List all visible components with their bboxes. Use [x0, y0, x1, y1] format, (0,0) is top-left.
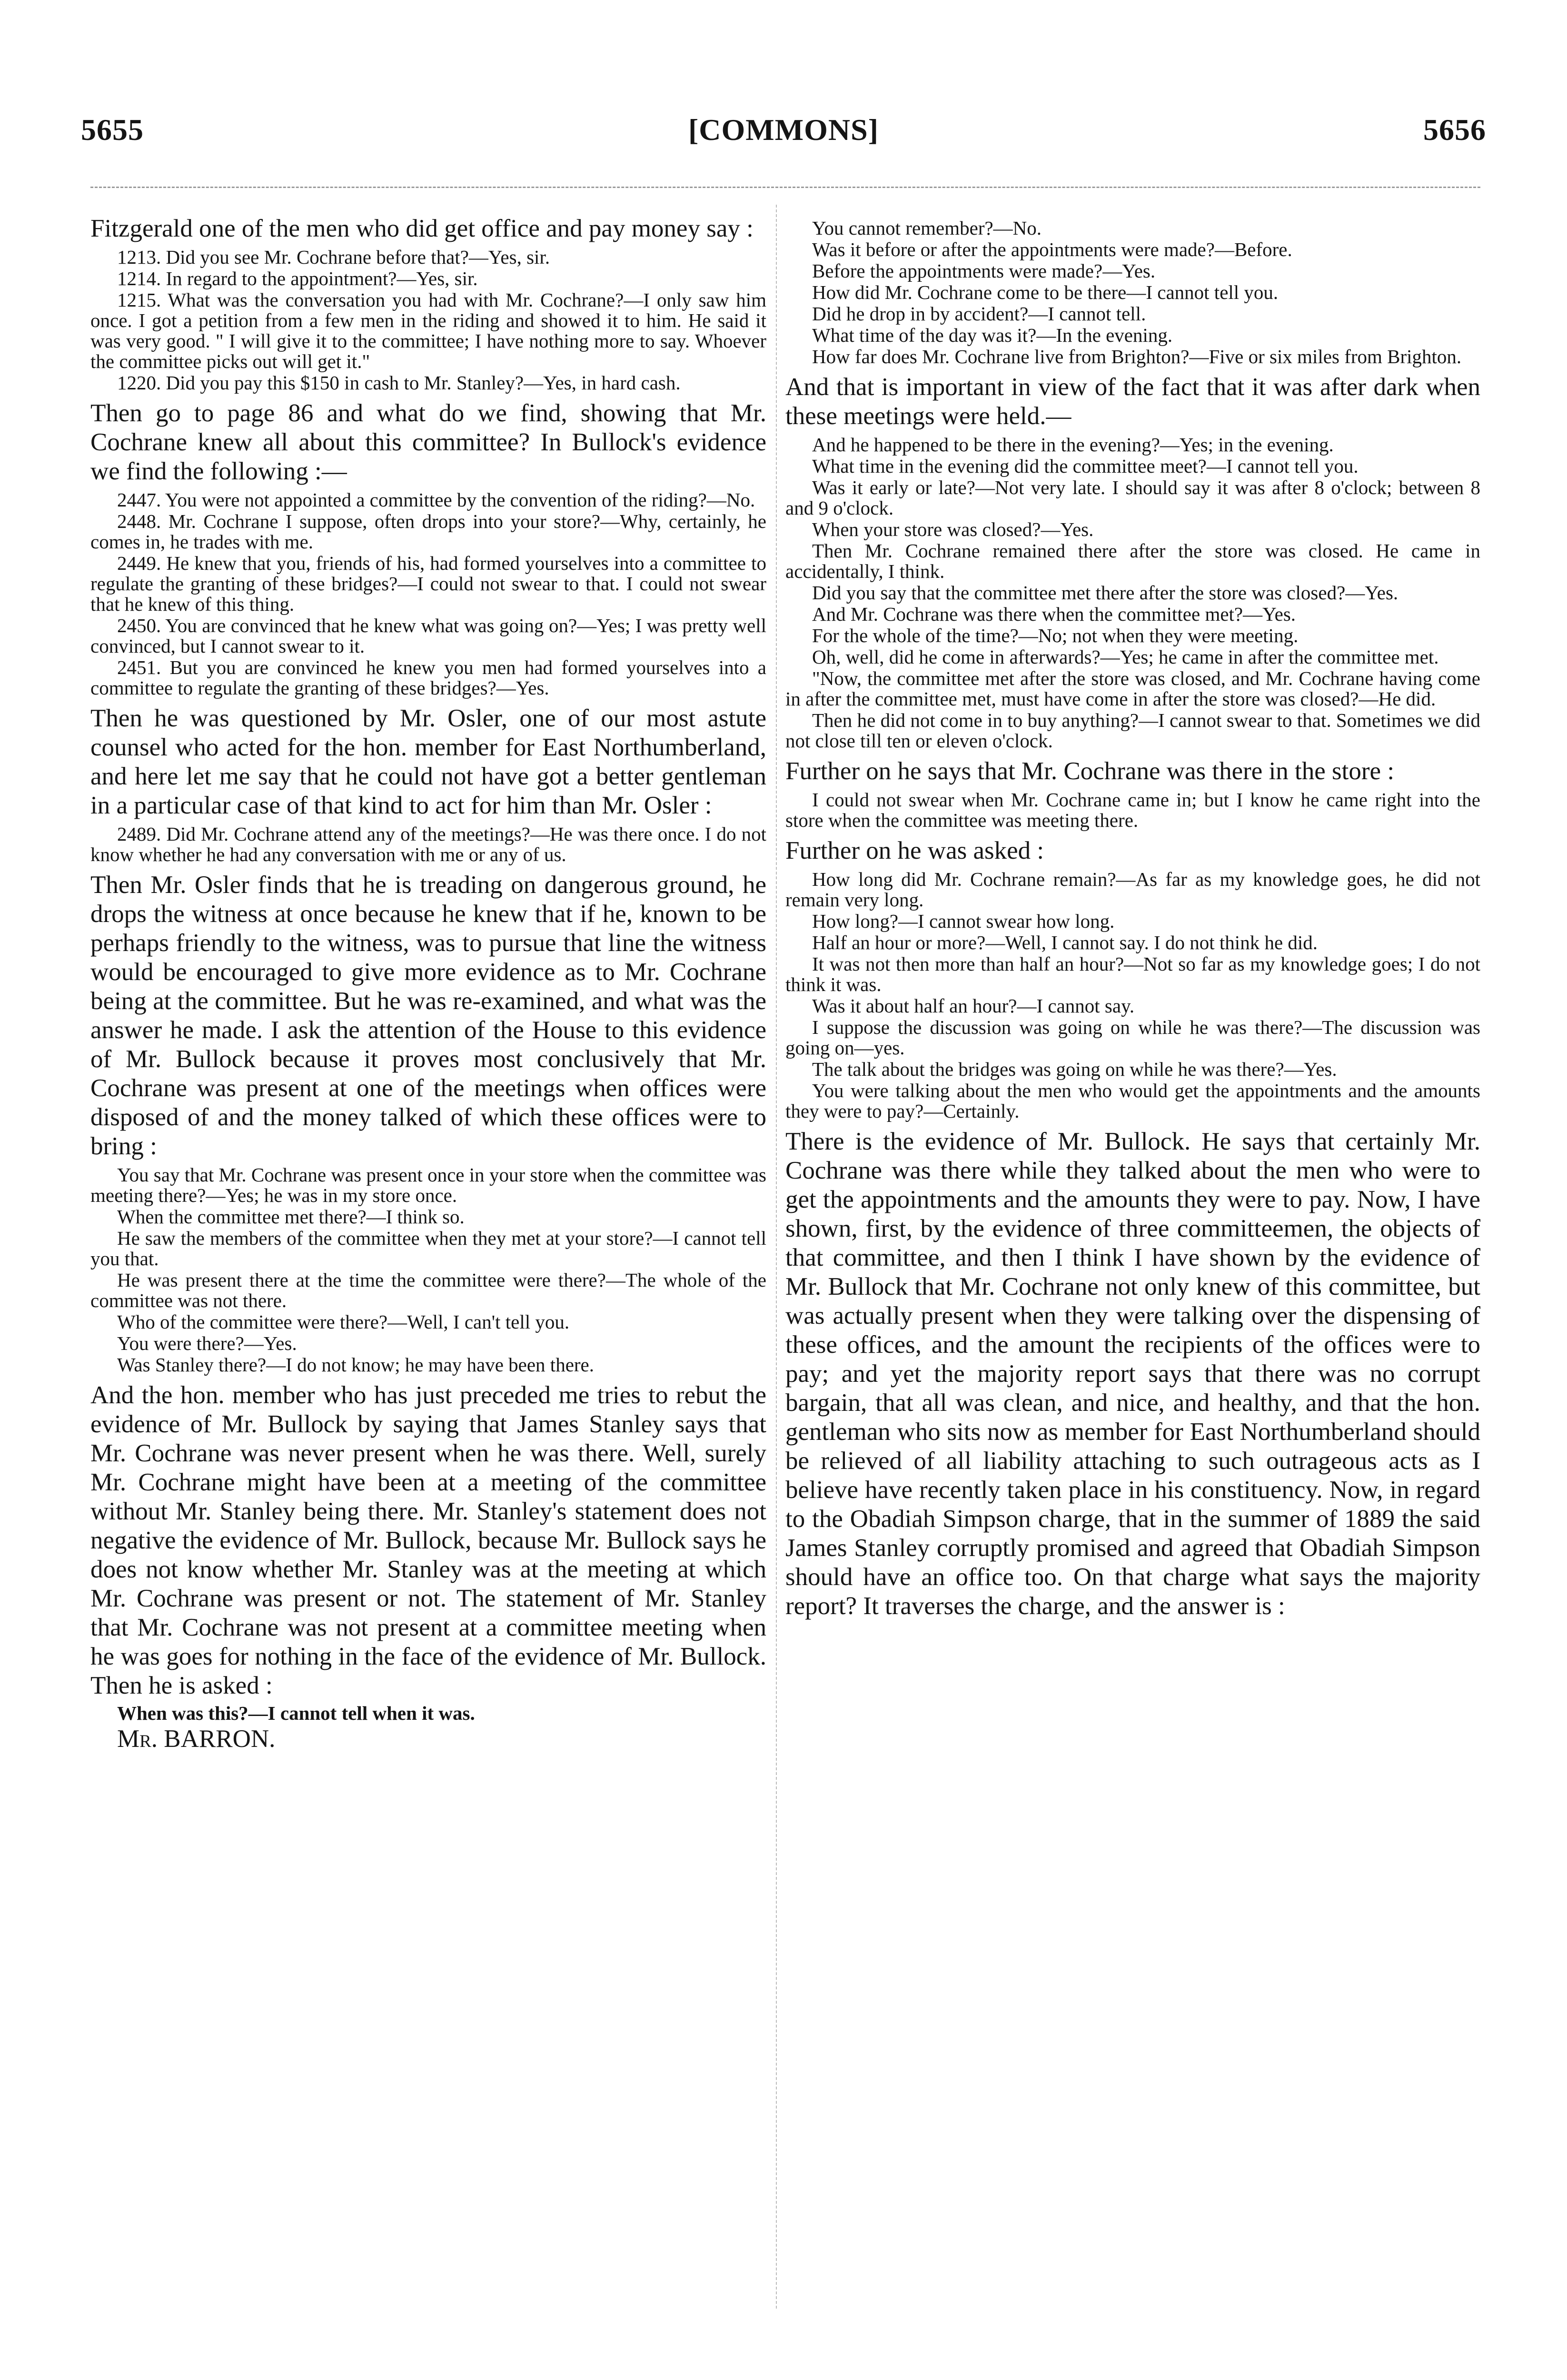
- testimony-line: Then he did not come in to buy anything?—I cannot swear to that. Sometimes we did not close till ten or eleven o'clock.: [785, 709, 1480, 752]
- testimony-line: You cannot remember?—No.: [812, 217, 1042, 239]
- testimony-block: [90, 247, 766, 393]
- testimony-line: Was Stanley there?—I do not know; he may have been there.: [117, 1354, 594, 1376]
- testimony-line: 1213. Did you see Mr. Cochrane before that?—Yes, sir.: [117, 246, 550, 268]
- page-number-left: 5655: [81, 113, 144, 147]
- testimony-line: 1220. Did you pay this $150 in cash to Mr. Stanley?—Yes, in hard cash.: [117, 372, 681, 394]
- testimony-line: Who of the committee were there?—Well, I can't tell you.: [117, 1311, 570, 1333]
- testimony-block: [785, 869, 1480, 1121]
- testimony-line: And he happened to be there in the evening?—Yes; in the evening.: [812, 434, 1334, 456]
- body-paragraph: And the hon. member who has just preceded me tries to rebut the evidence of Mr. Bullock by saying that James Stanley says that Mr. Cochrane was never present when he was there. Well, surely Mr. Cochrane might have been at a meeting of the committee without Mr. Stanley being there. Mr. Stanley's statement does not negative the evidence of Mr. Bullock, because Mr. Bullock says he does not know whether Mr. Stanley was at the meeting at which Mr. Cochrane was present or not. The statement of Mr. Stanley that Mr. Cochrane was not present at a committee meeting when he was goes for nothing in the face of the evidence of Mr. Bullock. Then he is asked :: [90, 1381, 766, 1699]
- testimony-line: How did Mr. Cochrane come to be there—I cannot tell you.: [812, 281, 1279, 303]
- testimony-line: You were there?—Yes.: [117, 1332, 297, 1354]
- testimony-line: What time of the day was it?—In the evening.: [812, 324, 1173, 346]
- testimony-line: Did he drop in by accident?—I cannot tell.: [812, 303, 1146, 325]
- body-paragraph: Then he was questioned by Mr. Osler, one of our most astute counsel who acted for the hon. member for East Northumberland, and here let me say that he could not have got a better gentleman in a particular case of that kind to act for him than Mr. Osler :: [90, 704, 766, 819]
- body-paragraph: Then Mr. Osler finds that he is treading on dangerous ground, he drops the witness at once because he knew that if he, known to be perhaps friendly to the witness, was to pursue that line the witness would be encouraged to give more evidence as to Mr. Cochrane being at the committee. But he was re-examined, and what was the answer he made. I ask the attention of the House to this evidence of Mr. Bullock because it proves most conclusively that Mr. Cochrane was present at one of the meetings when offices were disposed of and the money talked of which these offices were to bring :: [90, 871, 766, 1160]
- testimony-line: 1214. In regard to the appointment?—Yes, sir.: [117, 268, 478, 289]
- testimony-line: When was this?—I cannot tell when it was.: [117, 1702, 475, 1724]
- testimony-line: 2450. You are convinced that he knew what was going on?—Yes; I was pretty well convinced, but I cannot swear to it.: [90, 615, 766, 657]
- testimony-block: [785, 218, 1480, 367]
- testimony-line: He was present there at the time the committee were there?—The whole of the committee was not there.: [90, 1269, 766, 1311]
- right-column: [785, 214, 1480, 1624]
- body-paragraph: Further on he says that Mr. Cochrane was there in the store :: [785, 757, 1395, 785]
- testimony-line: 2451. But you are convinced he knew you men had formed yourselves into a committee to regulate the granting of these bridges?—Yes.: [90, 656, 766, 699]
- testimony-line: Then Mr. Cochrane remained there after the store was closed. He came in accidentally, I think.: [785, 540, 1480, 582]
- testimony-line: Was it early or late?—Not very late. I should say it was after 8 o'clock; between 8 and 9 o'clock.: [785, 476, 1480, 519]
- testimony-line: Oh, well, did he come in afterwards?—Yes; he came in after the committee met.: [812, 646, 1439, 668]
- testimony-line: And Mr. Cochrane was there when the committee met?—Yes.: [812, 603, 1296, 625]
- body-paragraph: Further on he was asked :: [785, 837, 1044, 864]
- testimony-line: When your store was closed?—Yes.: [812, 518, 1094, 540]
- testimony-line: The talk about the bridges was going on while he was there?—Yes.: [812, 1058, 1337, 1080]
- testimony-block: [785, 435, 1480, 751]
- testimony-line: You were talking about the men who would get the appointments and the amounts they were to pay?—Certainly.: [785, 1080, 1480, 1122]
- testimony-line: I suppose the discussion was going on while he was there?—The discussion was going on—yes.: [785, 1016, 1480, 1059]
- testimony-line: How far does Mr. Cochrane live from Brighton?—Five or six miles from Brighton.: [812, 346, 1462, 367]
- left-column: [90, 214, 766, 1756]
- testimony-block: [785, 790, 1480, 831]
- testimony-line: How long did Mr. Cochrane remain?—As far as my knowledge goes, he did not remain very long.: [785, 868, 1480, 911]
- testimony-line: 1215. What was the conversation you had with Mr. Cochrane?—I only saw him once. I got a petition from a few men in the riding and showed it to him. He said it was very good. " I will give it to the committee; I have nothing more to say. Whoever the committee picks out will get it.": [90, 289, 766, 372]
- testimony-line: "Now, the committee met after the store was closed, and Mr. Cochrane having come in after the committee met, must have come in after the store was closed?—He did.: [785, 667, 1480, 710]
- body-paragraph: There is the evidence of Mr. Bullock. He says that certainly Mr. Cochrane was there while they talked about the men who were to get the appointments and the amounts they were to pay. Now, I have shown, first, by the evidence of three committeemen, the objects of that committee, and then I think I have shown by the evidence of Mr. Bullock that Mr. Cochrane not only knew of this committee, but was actually present when they were talking over the dispensing of these offices, and the amount the recipients of the offices were to pay; and yet the majority report says that there was no corrupt bargain, that all was clean, and nice, and healthy, and that the hon. gentleman who sits now as member for East Northumberland should be relieved of all liability attaching to such outrageous acts as I believe have recently taken place in his constituency. Now, in regard to the Obadiah Simpson charge, that in the summer of 1889 the said James Stanley corruptly promised and agreed that Obadiah Simpson should have an office too. On that charge what says the majority report? It traverses the charge, and the answer is :: [785, 1128, 1480, 1620]
- testimony-block: [90, 824, 766, 865]
- testimony-line: When the committee met there?—I think so.: [117, 1206, 465, 1228]
- body-paragraph: Then go to page 86 and what do we find, showing that Mr. Cochrane knew all about this committee? In Bullock's evidence we find the following :—: [90, 399, 766, 485]
- testimony-block: [90, 1165, 766, 1375]
- testimony-line: Did you say that the committee met there after the store was closed?—Yes.: [812, 582, 1398, 604]
- testimony-line: For the whole of the time?—No; not when they were meeting.: [812, 625, 1299, 646]
- body-paragraph: Fitzgerald one of the men who did get office and pay money say :: [90, 215, 754, 242]
- header-rule: [90, 187, 1480, 188]
- testimony-line: Before the appointments were made?—Yes.: [812, 260, 1156, 282]
- speaker-name: Mr. BARRON.: [117, 1725, 276, 1753]
- testimony-line: I could not swear when Mr. Cochrane came in; but I know he came right into the store when the committee was meeting there.: [785, 789, 1480, 831]
- testimony-line: 2447. You were not appointed a committee by the convention of the riding?—No.: [117, 489, 755, 511]
- testimony-line: 2449. He knew that you, friends of his, had formed yourselves into a committee to regulate the granting of these bridges?—I could not swear to that. I could not swear that he knew of this thing.: [90, 552, 766, 615]
- testimony-line: It was not then more than half an hour?—Not so far as my knowledge goes; I do not think it was.: [785, 953, 1480, 995]
- body-paragraph: And that is important in view of the fact that it was after dark when these meetings were held.—: [785, 373, 1480, 430]
- column-divider: [776, 205, 777, 2309]
- testimony-line: Was it before or after the appointments were made?—Before.: [812, 238, 1292, 260]
- page-header-title: [COMMONS]: [688, 113, 879, 147]
- testimony-line: What time in the evening did the committee meet?—I cannot tell you.: [812, 455, 1359, 477]
- testimony-line: You say that Mr. Cochrane was present once in your store when the committee was meeting there?—Yes; he was in my store once.: [90, 1164, 766, 1206]
- testimony-line: Half an hour or more?—Well, I cannot say. I do not think he did.: [812, 932, 1318, 953]
- testimony-line: 2489. Did Mr. Cochrane attend any of the meetings?—He was there once. I do not know whether he had any conversation with me or any of us.: [90, 823, 766, 865]
- testimony-block: [90, 490, 766, 698]
- testimony-line: How long?—I cannot swear how long.: [812, 910, 1115, 932]
- testimony-line: He saw the members of the committee when they met at your store?—I cannot tell you that.: [90, 1227, 766, 1269]
- page-number-right: 5656: [1423, 113, 1486, 147]
- testimony-line: Was it about half an hour?—I cannot say.: [812, 995, 1135, 1017]
- testimony-line: 2448. Mr. Cochrane I suppose, often drops into your store?—Why, certainly, he comes in, he trades with me.: [90, 510, 766, 553]
